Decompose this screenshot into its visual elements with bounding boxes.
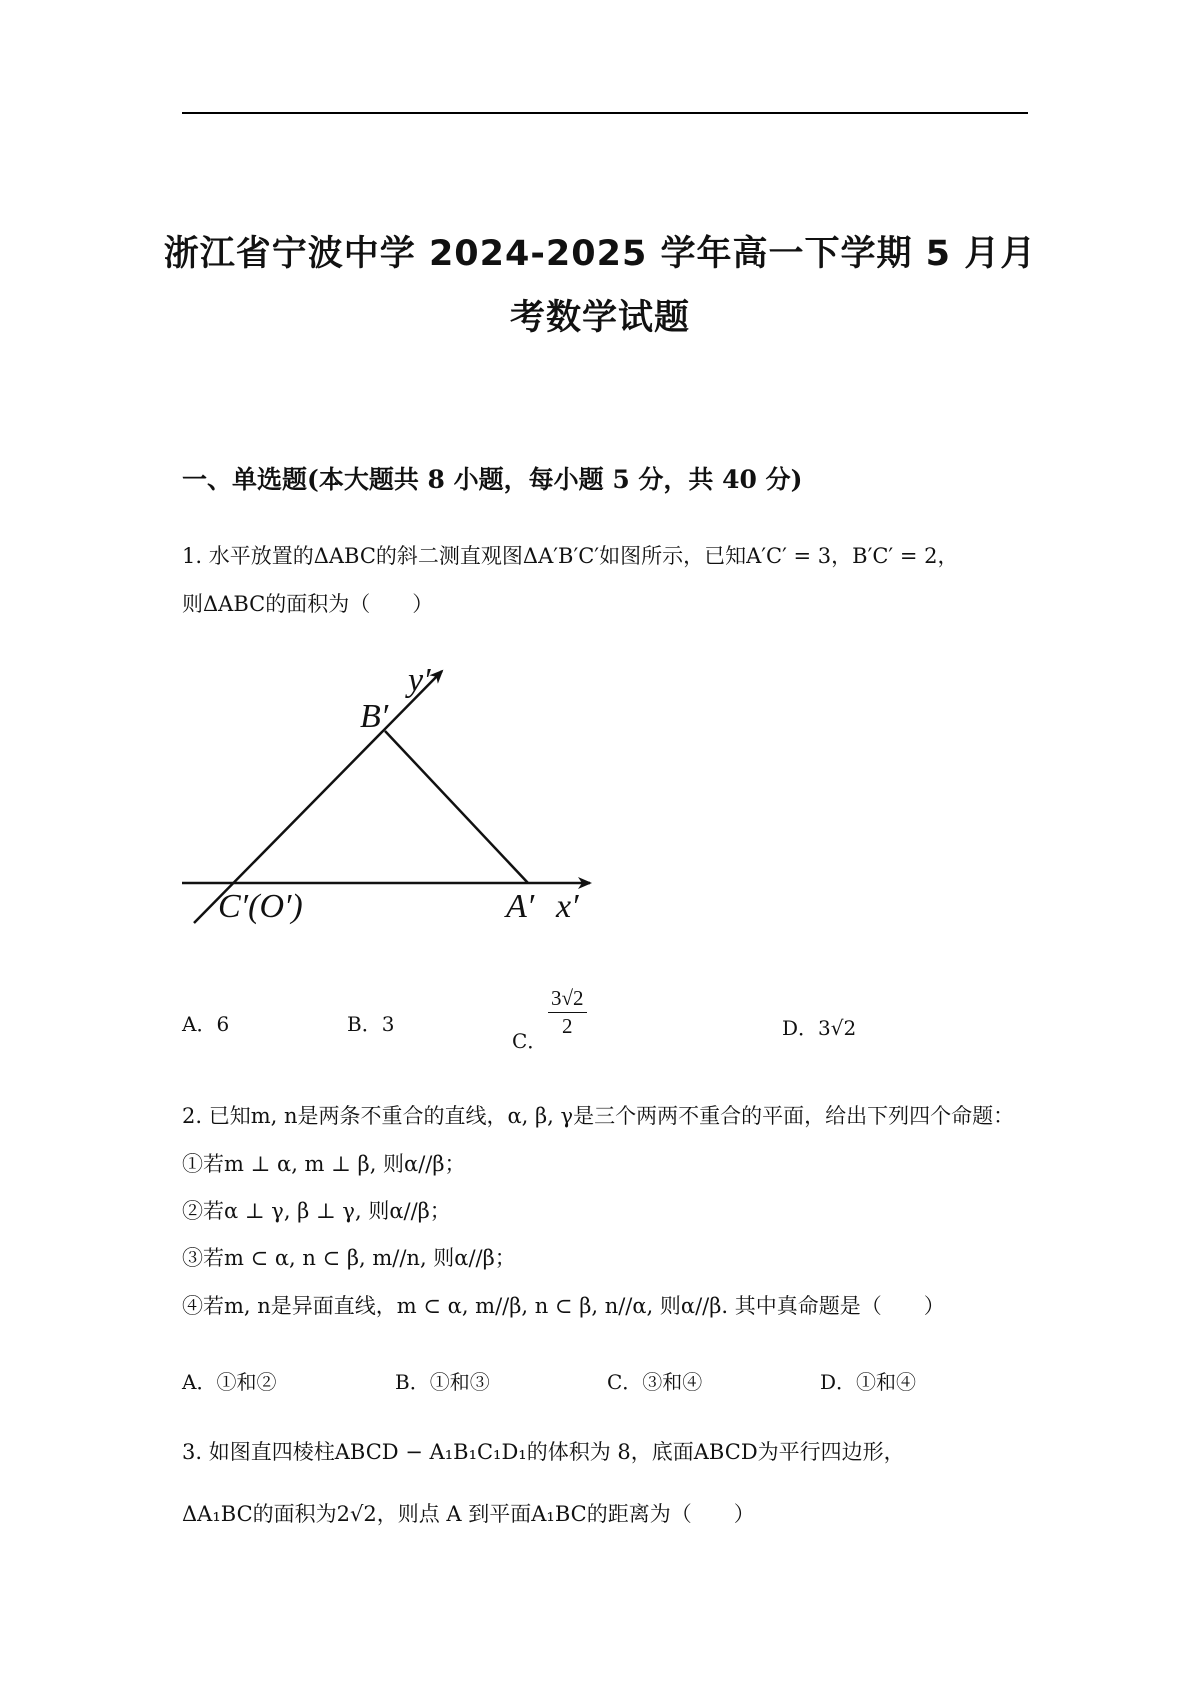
section-heading: 一、单选题(本大题共 8 小题，每小题 5 分，共 40 分) bbox=[182, 465, 803, 494]
q2-proposition-4: ④若m, n是异面直线，m ⊂ α, m//β, n ⊂ β, n//α, 则α//β. 其中真命题是（ ） bbox=[182, 1294, 945, 1318]
q1-stem-line1: 1. 水平放置的ΔABC的斜二测直观图ΔA′B′C′如图所示，已知A′C′ = 3，B′C′ = 2， bbox=[182, 544, 959, 568]
q1-option-d: D．3√2 bbox=[782, 1016, 857, 1040]
label-a: A′ bbox=[506, 888, 535, 925]
q2-option-b: B．①和③ bbox=[395, 1370, 490, 1394]
label-y-axis: y′ bbox=[408, 662, 431, 699]
q2-proposition-2: ②若α ⊥ γ, β ⊥ γ, 则α//β； bbox=[182, 1199, 451, 1223]
q1-option-b: B．3 bbox=[347, 1012, 395, 1036]
q1-option-c-label: C． bbox=[512, 1029, 548, 1053]
q3-stem-line1: 3. 如图直四棱柱ABCD − A₁B₁C₁D₁的体积为 8，底面ABCD为平行四边形， bbox=[182, 1440, 905, 1464]
q2-stem: 2. 已知m, n是两条不重合的直线，α, β, γ是三个两两不重合的平面，给出下列四个命题： bbox=[182, 1104, 1015, 1128]
q2-proposition-3: ③若m ⊂ α, n ⊂ β, m//n, 则α//β； bbox=[182, 1246, 516, 1270]
y-axis bbox=[194, 671, 442, 923]
fraction-numerator: 3√2 bbox=[548, 986, 587, 1013]
q1-stem-line2: 则ΔABC的面积为（ ） bbox=[182, 592, 434, 616]
oblique-triangle-figure bbox=[170, 655, 600, 955]
label-c-origin: C′(O′) bbox=[218, 888, 303, 925]
side-ba bbox=[385, 731, 528, 883]
q2-option-c: C．③和④ bbox=[607, 1370, 703, 1394]
q2-option-a: A．①和② bbox=[182, 1370, 277, 1394]
page-title: 浙江省宁波中学 2024-2025 学年高一下学期 5 月月 bbox=[163, 234, 1037, 274]
q1-option-c-fraction bbox=[548, 986, 587, 1039]
fraction-denominator: 2 bbox=[562, 1014, 573, 1038]
q2-option-d: D．①和④ bbox=[820, 1370, 917, 1394]
q3-stem-line2: ΔA₁BC的面积为2√2，则点 A 到平面A₁BC的距离为（ ） bbox=[182, 1502, 755, 1526]
header-rule bbox=[182, 112, 1028, 114]
label-x-axis: x′ bbox=[556, 888, 579, 925]
q2-proposition-1: ①若m ⊥ α, m ⊥ β, 则α//β； bbox=[182, 1152, 466, 1176]
q1-option-a: A．6 bbox=[182, 1012, 230, 1036]
page-title-line2: 考数学试题 bbox=[509, 298, 690, 338]
label-b: B′ bbox=[360, 698, 389, 735]
